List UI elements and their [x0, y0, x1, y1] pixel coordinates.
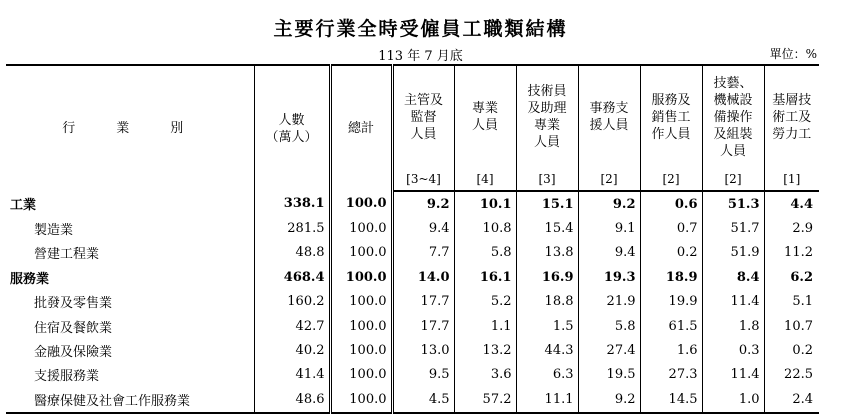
code-cell: [4] [454, 168, 516, 191]
header-line: 作人員 [651, 126, 691, 142]
value-cell: 17.7 [392, 314, 454, 338]
value-cell: 13.8 [516, 241, 578, 265]
value-cell: 0.7 [640, 216, 702, 240]
value-cell: 9.4 [578, 241, 640, 265]
value-cell: 0.2 [792, 343, 813, 359]
header-craft-operators [702, 65, 764, 168]
table-row [6, 387, 819, 412]
value-cell: 11.4 [702, 363, 764, 387]
people-cell: 338.1 [254, 191, 330, 216]
value-cell: 1.0 [702, 387, 764, 412]
total-cell: 100.0 [330, 338, 392, 362]
value-cell: 19.5 [578, 363, 640, 387]
value-cell: 10.1 [454, 191, 516, 216]
value-cell: 10.8 [454, 216, 516, 240]
code-cell: [2] [640, 168, 702, 191]
value-cell: 1.1 [454, 314, 516, 338]
value-cell: 14.5 [640, 387, 702, 412]
value-cell: 51.9 [702, 241, 764, 265]
total-cell: 100.0 [330, 241, 392, 265]
occupation-structure-table [6, 64, 819, 414]
total-cell: 100.0 [330, 216, 392, 240]
value-cell: 16.1 [454, 265, 516, 289]
value-cell: 11.1 [516, 387, 578, 412]
industry-label: 金融及保險業 [6, 338, 254, 362]
table-row [6, 290, 819, 314]
header-line: 技藝、 [713, 75, 753, 91]
value-cell: 18.9 [640, 265, 702, 289]
value-cell: 21.9 [578, 290, 640, 314]
table-row [6, 338, 819, 362]
header-line: 銷售工 [651, 109, 691, 125]
value-cell: 3.6 [454, 363, 516, 387]
industry-label: 工業 [6, 191, 254, 216]
people-cell: 48.8 [254, 241, 330, 265]
header-line: 監督 [410, 109, 437, 125]
value-cell: 27.4 [578, 338, 640, 362]
total-cell: 100.0 [330, 363, 392, 387]
value-cell: 9.2 [392, 191, 454, 216]
industry-header: 行 業 別 [6, 65, 254, 191]
header-clerical [578, 65, 640, 168]
people-header-line1: 人數 [278, 112, 305, 128]
value-cell: 5.8 [578, 314, 640, 338]
header-line: 人員 [719, 143, 746, 159]
code-cell: [2] [702, 168, 764, 191]
value-cell: 19.9 [640, 290, 702, 314]
industry-label: 醫療保健及社會工作服務業 [6, 387, 254, 412]
table-row [6, 363, 819, 387]
header-line: 專業 [471, 101, 498, 116]
header-line: 主管及 [403, 92, 443, 108]
date-subtitle: 113 年 7 月底 [378, 49, 463, 64]
value-cell: 51.7 [702, 216, 764, 240]
value-cell: 7.7 [392, 241, 454, 265]
header-line: 及助理 [527, 101, 567, 116]
value-cell: 13.0 [392, 338, 454, 362]
value-cell: 0.3 [702, 338, 764, 362]
value-cell: 0.2 [640, 241, 702, 265]
value-cell: 15.1 [516, 191, 578, 216]
table-row [6, 241, 819, 265]
value-cell: 11.4 [702, 290, 764, 314]
header-managers [392, 65, 454, 168]
value-cell: 9.1 [578, 216, 640, 240]
table-row [6, 314, 819, 338]
value-cell: 51.3 [702, 191, 764, 216]
header-line: 基層技 [772, 92, 812, 108]
value-cell: 9.2 [578, 191, 640, 216]
value-cell: 61.5 [640, 314, 702, 338]
total-header: 總計 [330, 65, 392, 191]
code-cell: [1] [764, 168, 819, 191]
people-cell: 40.2 [254, 338, 330, 362]
table-row [6, 216, 819, 240]
value-cell: 16.9 [516, 265, 578, 289]
value-cell: 14.0 [392, 265, 454, 289]
table-row [6, 191, 819, 216]
code-cell: [3~4] [392, 168, 454, 191]
value-cell: 18.8 [516, 290, 578, 314]
value-cell: 5.1 [792, 294, 813, 310]
people-cell: 160.2 [254, 290, 330, 314]
people-cell: 281.5 [254, 216, 330, 240]
total-cell: 100.0 [330, 314, 392, 338]
people-cell: 42.7 [254, 314, 330, 338]
value-cell: 1.6 [640, 338, 702, 362]
value-cell: 9.2 [578, 387, 640, 412]
header-line: 專業 [533, 118, 560, 133]
value-cell: 27.3 [640, 363, 702, 387]
value-cell: 19.3 [578, 265, 640, 289]
value-cell: 15.4 [516, 216, 578, 240]
value-cell: 6.2 [790, 269, 813, 285]
value-cell: 4.5 [392, 387, 454, 412]
header-service-sales [640, 65, 702, 168]
header-line: 援人員 [589, 118, 629, 133]
value-cell: 9.5 [392, 363, 454, 387]
industry-label: 支援服務業 [6, 363, 254, 387]
header-technicians [516, 65, 578, 168]
header-line: 備操作 [713, 109, 753, 125]
header-professionals [454, 65, 516, 168]
table-row [6, 265, 819, 289]
value-cell: 5.8 [454, 241, 516, 265]
header-line: 及組裝 [713, 126, 753, 142]
header-line: 術工及 [772, 109, 812, 125]
value-cell: 4.4 [790, 196, 813, 212]
value-cell: 8.4 [702, 265, 764, 289]
header-row [6, 65, 819, 168]
people-cell: 41.4 [254, 363, 330, 387]
total-cell: 100.0 [330, 290, 392, 314]
industry-label: 製造業 [6, 216, 254, 240]
header-elementary [764, 65, 819, 168]
header-line: 事務支 [589, 101, 629, 116]
total-cell: 100.0 [330, 191, 392, 216]
unit-label: 單位：% [769, 47, 817, 61]
people-header [254, 65, 330, 191]
value-cell: 1.5 [516, 314, 578, 338]
industry-label: 營建工程業 [6, 241, 254, 265]
value-cell: 6.3 [516, 363, 578, 387]
value-cell: 2.9 [792, 221, 813, 237]
people-cell: 48.6 [254, 387, 330, 412]
value-cell: 44.3 [516, 338, 578, 362]
code-cell: [2] [578, 168, 640, 191]
header-line: 人員 [533, 135, 560, 150]
header-line: 服務及 [651, 92, 691, 108]
people-header-line2: （萬人） [265, 129, 318, 145]
header-line: 機械設 [713, 92, 753, 108]
header-line: 技術員 [527, 84, 567, 99]
value-cell: 17.7 [392, 290, 454, 314]
value-cell: 11.2 [784, 245, 813, 261]
page-title: 主要行業全時受僱員工職類結構 [273, 18, 568, 40]
industry-label: 批發及零售業 [6, 290, 254, 314]
value-cell: 5.2 [454, 290, 516, 314]
industry-label: 服務業 [6, 265, 254, 289]
value-cell: 9.4 [392, 216, 454, 240]
header-line: 人員 [410, 126, 437, 142]
total-cell: 100.0 [330, 265, 392, 289]
value-cell: 1.8 [702, 314, 764, 338]
value-cell: 2.4 [764, 387, 819, 412]
value-cell: 0.6 [640, 191, 702, 216]
industry-label: 住宿及餐飲業 [6, 314, 254, 338]
total-cell: 100.0 [330, 387, 392, 412]
table-body [6, 191, 819, 413]
header-line: 人員 [471, 118, 498, 133]
value-cell: 13.2 [454, 338, 516, 362]
value-cell: 10.7 [784, 318, 813, 334]
header-line: 勞力工 [772, 126, 812, 142]
code-cell: [3] [516, 168, 578, 191]
value-cell: 22.5 [784, 367, 813, 383]
value-cell: 57.2 [454, 387, 516, 412]
people-cell: 468.4 [254, 265, 330, 289]
